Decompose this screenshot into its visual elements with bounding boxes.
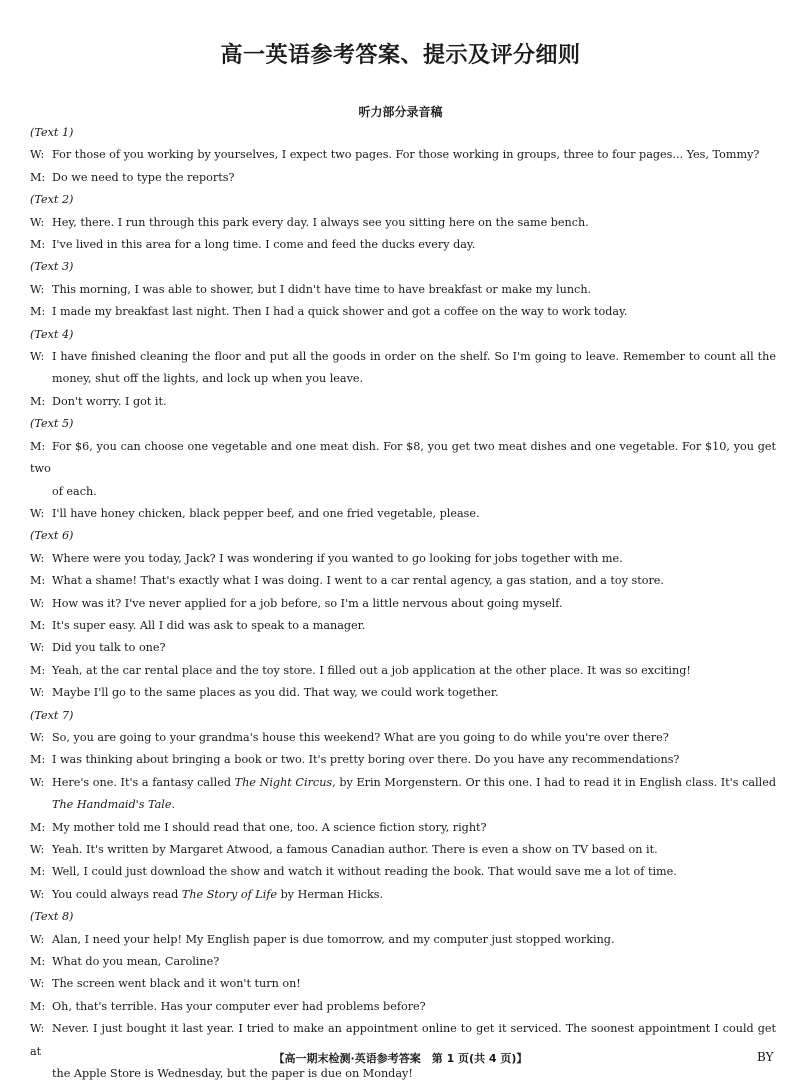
speaker-label: W: — [30, 887, 45, 901]
transcript-line — [30, 436, 776, 481]
section-title: 听力部分录音稿 — [358, 105, 443, 119]
transcript-line — [30, 189, 776, 211]
speech-text: How was it? I've never applied for a job before, so I'm a little nervous about going myself. — [52, 596, 563, 610]
speaker-label: W: — [30, 215, 45, 229]
speech-text: This morning, I was able to shower, but I didn't have time to have breakfast or make my lunch. — [52, 282, 592, 296]
text-label: (Text 8) — [30, 910, 74, 924]
speaker-label: M: — [30, 955, 46, 969]
speaker-label: W: — [30, 730, 45, 744]
speech-text: My mother told me I should read that one, too. A science fiction story, right? — [52, 820, 487, 834]
transcript-line — [30, 973, 776, 995]
speaker-label: W: — [30, 148, 45, 162]
speech-text: Here's one. It's a fantasy called — [52, 775, 235, 789]
speech-text: Oh, that's terrible. Has your computer ever had problems before? — [52, 999, 426, 1013]
speech-text: I've lived in this area for a long time. I come and feed the ducks every day. — [52, 238, 476, 252]
transcript-line — [30, 144, 776, 166]
page-footer: 【高一期末检测·英语参考答案 第 1 页(共 4 页)】 — [273, 1052, 528, 1065]
speaker-label: M: — [30, 820, 46, 834]
transcript-line — [30, 951, 776, 973]
speaker-label: W: — [30, 686, 45, 700]
transcript-line — [30, 368, 776, 390]
speech-text: Don't worry. I got it. — [52, 394, 167, 408]
speech-text: the Apple Store is Wednesday, but the paper is due on Monday! — [52, 1067, 413, 1081]
speaker-label: M: — [30, 574, 46, 588]
speaker-label: W: — [30, 551, 45, 565]
transcript-line — [30, 481, 776, 503]
transcript-line — [30, 794, 776, 816]
transcript-line — [30, 861, 776, 883]
speaker-label: W: — [30, 843, 45, 856]
transcript-line — [30, 839, 776, 861]
speaker-label: W: — [30, 775, 45, 789]
speech-text: The screen went black and it won't turn on! — [52, 977, 301, 991]
text-label: (Text 5) — [30, 417, 74, 431]
speech-text: I have finished cleaning the floor and put all the goods in order on the shelf. So I'm going to leave. Remember to count all the — [52, 350, 776, 364]
speech-text: of each. — [52, 484, 97, 498]
text-label: (Text 1) — [30, 126, 74, 139]
speaker-label: W: — [30, 506, 45, 520]
transcript-line — [30, 929, 776, 951]
speech-text: You could always read — [52, 887, 182, 901]
transcript-line — [30, 413, 776, 435]
speaker-label: M: — [30, 999, 46, 1013]
text-label: (Text 4) — [30, 327, 74, 341]
text-label: (Text 2) — [30, 193, 74, 207]
speech-text: Where were you today, Jack? I was wondering if you wanted to go looking for jobs together with me. — [52, 551, 623, 565]
speech-text: Yeah, at the car rental place and the toy store. I filled out a job application at the other place. It was so exciting! — [52, 663, 691, 677]
transcript-line — [30, 234, 776, 256]
speech-text: What a shame! That's exactly what I was doing. I went to a car rental agency, a gas station, and a toy store. — [52, 574, 664, 588]
speech-text: I was thinking about bringing a book or two. It's pretty boring over there. Do you have any recommendations? — [52, 753, 680, 767]
transcript-line — [30, 817, 776, 839]
speaker-label: M: — [30, 753, 46, 767]
transcript-line — [30, 705, 776, 727]
transcript-line — [30, 615, 776, 637]
speaker-label: W: — [30, 1022, 45, 1036]
speaker-label: W: — [30, 350, 45, 364]
transcript — [30, 122, 776, 1085]
transcript-line — [30, 503, 776, 525]
speech-text: Hey, there. I run through this park every day. I always see you sitting here on the same bench. — [52, 215, 589, 229]
transcript-line — [30, 906, 776, 928]
speech-text: I'll have honey chicken, black pepper beef, and one fried vegetable, please. — [52, 506, 480, 520]
speech-text: Yeah. It's written by Margaret Atwood, a famous Canadian author. There is even a show on TV based on it. — [52, 843, 658, 856]
speaker-label: M: — [30, 305, 46, 319]
speech-text: Do we need to type the reports? — [52, 170, 235, 184]
speech-text: For those of you working by yourselves, I expect two pages. For those working in groups, three to four pages... Yes, Tommy? — [52, 148, 760, 162]
transcript-line — [30, 301, 776, 323]
book-title: The Night Circus — [234, 775, 333, 789]
book-title: The Story of Life — [181, 887, 278, 901]
speech-text: For $6, you can choose one vegetable and one meat dish. For $8, you get two meat dishes and one vegetable. For $10, you get two — [30, 439, 776, 476]
speech-text: Never. I just bought it last year. I tried to make an appointment online to get it serviced. The soonest appointment I could get at — [30, 1022, 776, 1058]
speaker-label: M: — [30, 170, 46, 184]
transcript-line — [30, 122, 776, 144]
transcript-line — [30, 346, 776, 368]
transcript-line — [30, 548, 776, 570]
transcript-line — [30, 660, 776, 682]
speech-text: . — [171, 798, 176, 812]
transcript-line — [30, 727, 776, 749]
page-title: 高一英语参考答案、提示及评分细则 — [220, 43, 581, 68]
transcript-line — [30, 749, 776, 771]
speaker-label: M: — [30, 238, 46, 252]
speaker-label: M: — [30, 618, 46, 632]
transcript-line — [30, 996, 776, 1018]
speaker-label: W: — [30, 641, 45, 655]
speech-text: money, shut off the lights, and lock up when you leave. — [52, 372, 364, 386]
speaker-label: W: — [30, 596, 45, 610]
transcript-line — [30, 772, 776, 794]
transcript-line — [30, 637, 776, 659]
speaker-label: M: — [30, 865, 46, 879]
speech-text: Did you talk to one? — [52, 641, 166, 655]
speaker-label: W: — [30, 932, 45, 946]
speech-text: What do you mean, Caroline? — [52, 955, 220, 969]
transcript-line — [30, 570, 776, 592]
speaker-label: M: — [30, 439, 46, 453]
page-code: BY — [757, 1050, 774, 1064]
speech-text: , by Erin Morgenstern. Or this one. I had to read it in English class. It's called — [332, 775, 776, 789]
transcript-line — [30, 391, 776, 413]
speech-text: by Herman Hicks. — [277, 887, 384, 901]
speech-text: It's super easy. All I did was ask to speak to a manager. — [52, 618, 366, 632]
speech-text: Alan, I need your help! My English paper is due tomorrow, and my computer just stopped working. — [52, 932, 615, 946]
text-label: (Text 7) — [30, 708, 74, 722]
transcript-line — [30, 324, 776, 346]
speech-text: Maybe I'll go to the same places as you did. That way, we could work together. — [52, 686, 499, 700]
transcript-line — [30, 1063, 776, 1085]
text-label: (Text 6) — [30, 529, 74, 543]
speech-text: I made my breakfast last night. Then I had a quick shower and got a coffee on the way to work today. — [52, 305, 628, 319]
transcript-line — [30, 212, 776, 234]
book-title: The Handmaid's Tale — [52, 798, 172, 812]
transcript-line — [30, 884, 776, 906]
transcript-line — [30, 279, 776, 301]
transcript-line — [30, 593, 776, 615]
speech-text: So, you are going to your grandma's house this weekend? What are you going to do while you're over there? — [52, 730, 669, 744]
transcript-line — [30, 682, 776, 704]
speaker-label: W: — [30, 977, 45, 991]
transcript-line — [30, 256, 776, 278]
transcript-line — [30, 167, 776, 189]
text-label: (Text 3) — [30, 260, 74, 274]
speaker-label: M: — [30, 663, 46, 677]
speaker-label: W: — [30, 282, 45, 296]
speaker-label: M: — [30, 394, 46, 408]
speech-text: Well, I could just download the show and watch it without reading the book. That would save me a lot of time. — [52, 865, 677, 879]
transcript-line — [30, 525, 776, 547]
